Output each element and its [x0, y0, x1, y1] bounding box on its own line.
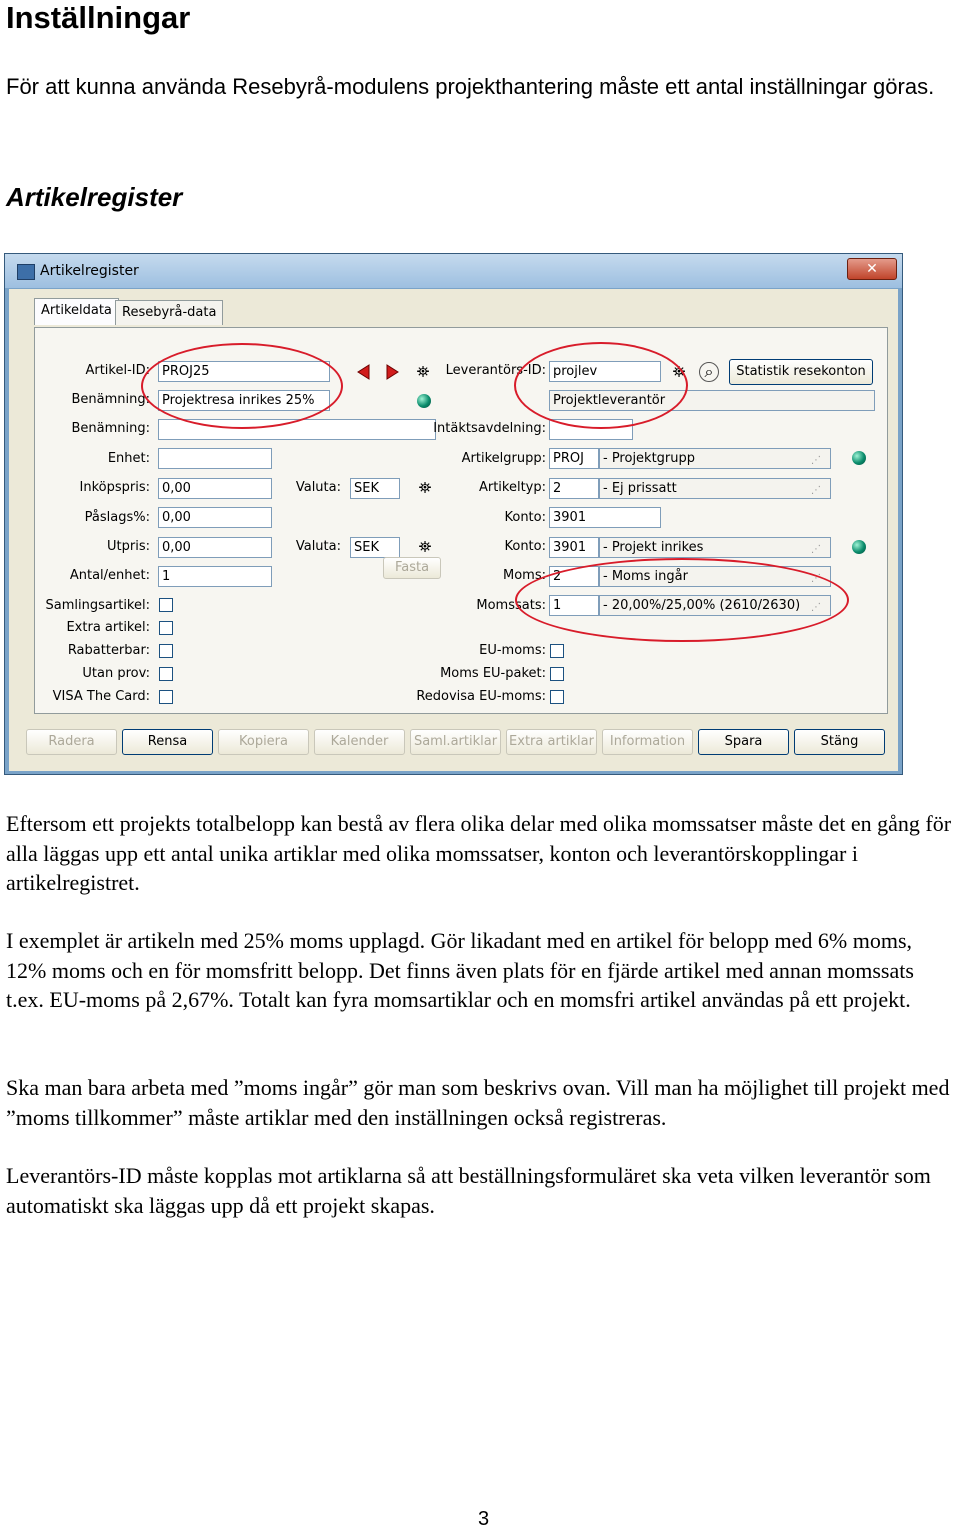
label-antal-enhet: Antal/enhet: — [69, 568, 150, 583]
magnifier-icon[interactable]: ⌕ — [699, 362, 719, 382]
statistik-resekonton-button[interactable]: Statistik resekonton — [729, 359, 873, 385]
highlight-oval-moms — [515, 558, 849, 642]
label-artikeltyp: Artikeltyp: — [478, 480, 546, 495]
momssats-kod-input[interactable]: 1 — [549, 595, 599, 616]
inkopspris-input[interactable]: 0,00 — [158, 478, 272, 499]
konto-input[interactable]: 3901 — [549, 507, 661, 528]
utpris-input[interactable]: 0,00 — [158, 537, 272, 558]
momssats-resize-grip-icon: ⋰ — [811, 602, 821, 613]
tab-resebyra-data[interactable]: Resebyrå-data — [115, 300, 223, 325]
paragraph-1: Eftersom ett projekts totalbelopp kan bestå av flera olika delar med olika momssatser måste det en gång för alla läggas upp ett antal unika artiklar med olika momssatser, konton och leverantörskopplingar i artikelregistret. — [6, 811, 952, 895]
utan-prov-checkbox[interactable] — [159, 667, 173, 681]
label-extra-artikel: Extra artikel: — [66, 620, 150, 635]
saml-artiklar-button[interactable]: Saml.artiklar — [410, 729, 501, 755]
kalender-button[interactable]: Kalender — [314, 729, 405, 755]
konto-2-resize-grip-icon: ⋰ — [811, 544, 821, 555]
label-konto-2: Konto: — [504, 539, 546, 554]
stang-button[interactable]: Stäng — [794, 729, 885, 755]
label-benamning: Benämning: — [71, 392, 150, 407]
artikeltyp-namn-field: - Ej prissatt — [599, 478, 831, 499]
konto-2-sphere-icon[interactable] — [852, 540, 866, 554]
paragraph-3: Ska man bara arbeta med ”moms ingår” gör man som beskrivs ovan. Vill man ha möjlighet till projekt med ”moms tillkommer” måste artiklar med den inställningen också registreras. — [6, 1075, 950, 1130]
leverantor-binoculars-icon[interactable]: ⛯ — [672, 362, 686, 381]
label-utpris: Utpris: — [107, 539, 150, 554]
information-button[interactable]: Information — [602, 729, 693, 755]
artikelgrupp-sphere-icon[interactable] — [852, 451, 866, 465]
artikeltyp-kod-input[interactable]: 2 — [549, 478, 599, 499]
artikeldata-panel — [34, 327, 888, 714]
label-inkopspris: Inköpspris: — [79, 480, 150, 495]
label-valuta-2: Valuta: — [295, 539, 341, 554]
highlight-oval-artikel — [141, 343, 343, 429]
radera-button[interactable]: Radera — [26, 729, 117, 755]
label-redovisa-eu-moms: Redovisa EU-moms: — [416, 689, 546, 704]
spara-button[interactable]: Spara — [698, 729, 789, 755]
highlight-oval-leverantor — [514, 342, 688, 429]
paragraph-2: I exemplet är artikeln med 25% moms upplagd. Gör likadant med en artikel för belopp med 6% moms, 12% moms och en för momsfritt belopp. Det finns även plats för en fjärde artikel med annan momssats t.ex. EU-moms på 2,67%. Totalt kan fyra momsartiklar och en momsfri artikel användas på ett projekt. — [6, 928, 914, 1012]
valuta-input[interactable]: SEK — [350, 478, 400, 499]
label-rabatterbar: Rabatterbar: — [67, 643, 150, 658]
window-title: Artikelregister — [40, 263, 139, 279]
rensa-button[interactable]: Rensa — [122, 729, 213, 755]
artikel-id-input[interactable]: PROJ25 — [158, 361, 330, 382]
artikelregister-window — [4, 253, 903, 775]
samlingsartikel-checkbox[interactable] — [159, 598, 173, 612]
label-artikel-id: Artikel-ID: — [85, 363, 150, 378]
extra-artiklar-button[interactable]: Extra artiklar — [506, 729, 597, 755]
fasta-button[interactable]: Fasta — [383, 557, 441, 579]
intro-text: För att kunna använda Resebyrå-modulens projekthantering måste ett antal inställningar göras. — [6, 74, 935, 99]
moms-kod-input[interactable]: 2 — [549, 566, 599, 587]
visa-card-checkbox[interactable] — [159, 690, 173, 704]
info-sphere-icon[interactable] — [417, 394, 431, 408]
label-visa-card: VISA The Card: — [52, 689, 150, 704]
next-arrow-icon[interactable] — [381, 362, 403, 382]
label-leverantors-id: Leverantörs-ID: — [445, 363, 546, 378]
label-moms-eu-paket: Moms EU-paket: — [440, 666, 546, 681]
label-enhet: Enhet: — [107, 451, 150, 466]
leverantors-id-input[interactable]: projlev — [549, 361, 661, 382]
label-intaktsavdelning: Intäktsavdelning: — [433, 421, 546, 436]
leverantor-namn-field: Projektleverantör — [549, 390, 875, 411]
section-heading: Artikelregister — [6, 182, 183, 212]
extra-artikel-checkbox[interactable] — [159, 621, 173, 635]
label-utan-prov: Utan prov: — [82, 666, 150, 681]
tab-artikeldata[interactable]: Artikeldata — [34, 298, 119, 325]
label-moms: Moms: — [503, 568, 546, 583]
paragraph-4: Leverantörs-ID måste kopplas mot artiklarna så att beställningsformuläret ska veta vilken leverantör som automatiskt ska läggas upp då ett projekt skapas. — [6, 1163, 931, 1218]
enhet-input[interactable] — [158, 448, 272, 469]
label-momssats: Momssats: — [476, 598, 546, 613]
previous-arrow-icon[interactable] — [353, 362, 375, 382]
valuta-binoculars-icon[interactable]: ⛯ — [418, 478, 432, 497]
window-close-button[interactable]: ✕ — [847, 258, 897, 280]
benamning-input[interactable]: Projektresa inrikes 25% — [158, 390, 330, 411]
label-benamning-2: Benämning: — [71, 421, 150, 436]
paslag-input[interactable]: 0,00 — [158, 507, 272, 528]
window-client-area — [9, 289, 898, 771]
page-heading: Inställningar — [6, 0, 191, 35]
label-artikelgrupp: Artikelgrupp: — [461, 451, 546, 466]
moms-resize-grip-icon: ⋰ — [811, 573, 821, 584]
artikelgrupp-kod-input[interactable]: PROJ — [549, 448, 599, 469]
valuta-2-binoculars-icon[interactable]: ⛯ — [418, 537, 432, 556]
label-samlingsartikel: Samlingsartikel: — [45, 598, 150, 613]
artikelgrupp-namn-field: - Projektgrupp — [599, 448, 831, 469]
moms-eu-paket-checkbox[interactable] — [550, 667, 564, 681]
page-number: 3 — [478, 1508, 490, 1530]
konto-2-kod-input[interactable]: 3901 — [549, 537, 599, 558]
label-eu-moms: EU-moms: — [479, 643, 546, 658]
window-app-icon — [17, 264, 35, 280]
valuta-2-input[interactable]: SEK — [350, 537, 400, 558]
label-konto: Konto: — [504, 510, 546, 525]
kopiera-button[interactable]: Kopiera — [218, 729, 309, 755]
window-titlebar — [5, 254, 902, 288]
redovisa-eu-moms-checkbox[interactable] — [550, 690, 564, 704]
konto-2-namn-field: - Projekt inrikes — [599, 537, 831, 558]
label-paslag: Påslags%: — [84, 510, 150, 525]
artikeltyp-resize-grip-icon: ⋰ — [811, 485, 821, 496]
artikelgrupp-resize-grip-icon: ⋰ — [811, 455, 821, 466]
moms-namn-field: - Moms ingår — [599, 566, 831, 587]
binoculars-search-icon[interactable]: ⛯ — [416, 362, 430, 381]
label-valuta: Valuta: — [295, 480, 341, 495]
eu-moms-checkbox[interactable] — [550, 644, 564, 658]
rabatterbar-checkbox[interactable] — [159, 644, 173, 658]
momssats-namn-field: - 20,00%/25,00% (2610/2630) — [599, 595, 831, 616]
antal-enhet-input[interactable]: 1 — [158, 566, 272, 587]
